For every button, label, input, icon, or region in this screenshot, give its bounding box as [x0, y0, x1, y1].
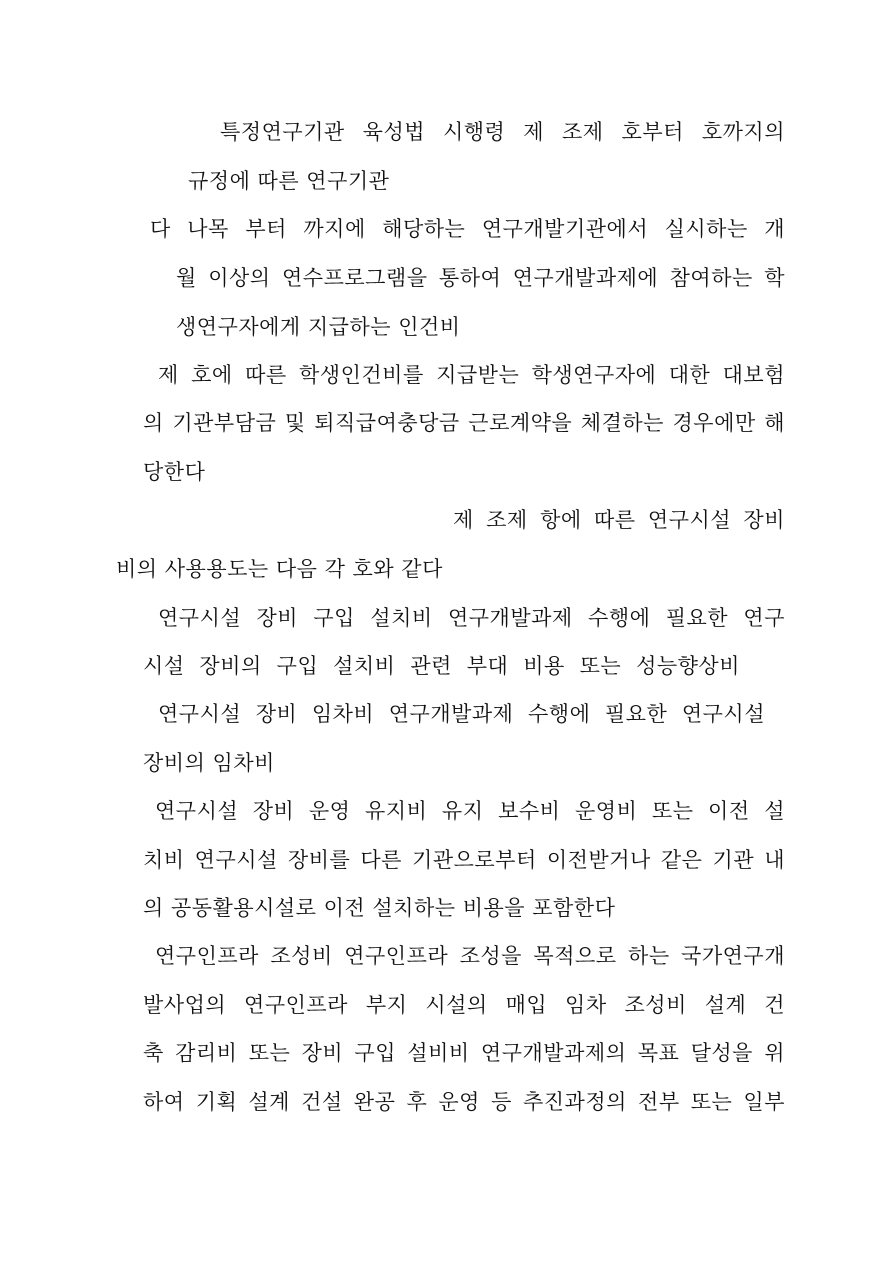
text-line: 축 감리비 또는 장비 구입 설비비 연구개발과제의 목표 달성을 위 [143, 1041, 785, 1065]
text-line: 비의 사용용도는 다음 각 호와 같다 [116, 557, 443, 581]
text-line: 연구시설 장비 구입 설치비 연구개발과제 수행에 필요한 연구 [158, 606, 785, 630]
text-line: 제 조제 항에 따른 연구시설 장비 [453, 508, 785, 532]
text-line: 연구시설 장비 운영 유지비 유지 보수비 운영비 또는 이전 설 [155, 799, 785, 823]
text-line: 시설 장비의 구입 설치비 관련 부대 비용 또는 성능향상비 [143, 654, 740, 678]
text-line: 제 호에 따른 학생인건비를 지급받는 학생연구자에 대한 대보험 [158, 363, 785, 387]
text-line: 장비의 임차비 [143, 751, 275, 775]
text-line: 규정에 따른 연구기관 [188, 169, 390, 193]
text-line: 발사업의 연구인프라 부지 시설의 매입 임차 조성비 설계 건 [143, 993, 785, 1017]
text-line: 의 기관부담금 및 퇴직급여충당금 근로계약을 체결하는 경우에만 해 [143, 411, 785, 435]
text-line: 의 공동활용시설로 이전 설치하는 비용을 포함한다 [143, 896, 616, 920]
text-line: 특정연구기관 육성법 시행령 제 조제 호부터 호까지의 [220, 120, 785, 144]
text-line: 월 이상의 연수프로그램을 통하여 연구개발과제에 참여하는 학 [176, 266, 785, 290]
text-line: 다 나목 부터 까지에 해당하는 연구개발기관에서 실시하는 개 [150, 217, 785, 241]
text-line: 생연구자에게 지급하는 인건비 [176, 315, 461, 339]
text-line: 하여 기획 설계 건설 완공 후 운영 등 추진과정의 전부 또는 일부 [143, 1090, 785, 1114]
text-line: 당한다 [143, 460, 206, 484]
text-line: 연구인프라 조성비 연구인프라 조성을 목적으로 하는 국가연구개 [155, 944, 785, 968]
text-line: 치비 연구시설 장비를 다른 기관으로부터 이전받거나 같은 기관 내 [143, 848, 785, 872]
text-line: 연구시설 장비 임차비 연구개발과제 수행에 필요한 연구시설 [158, 702, 765, 726]
